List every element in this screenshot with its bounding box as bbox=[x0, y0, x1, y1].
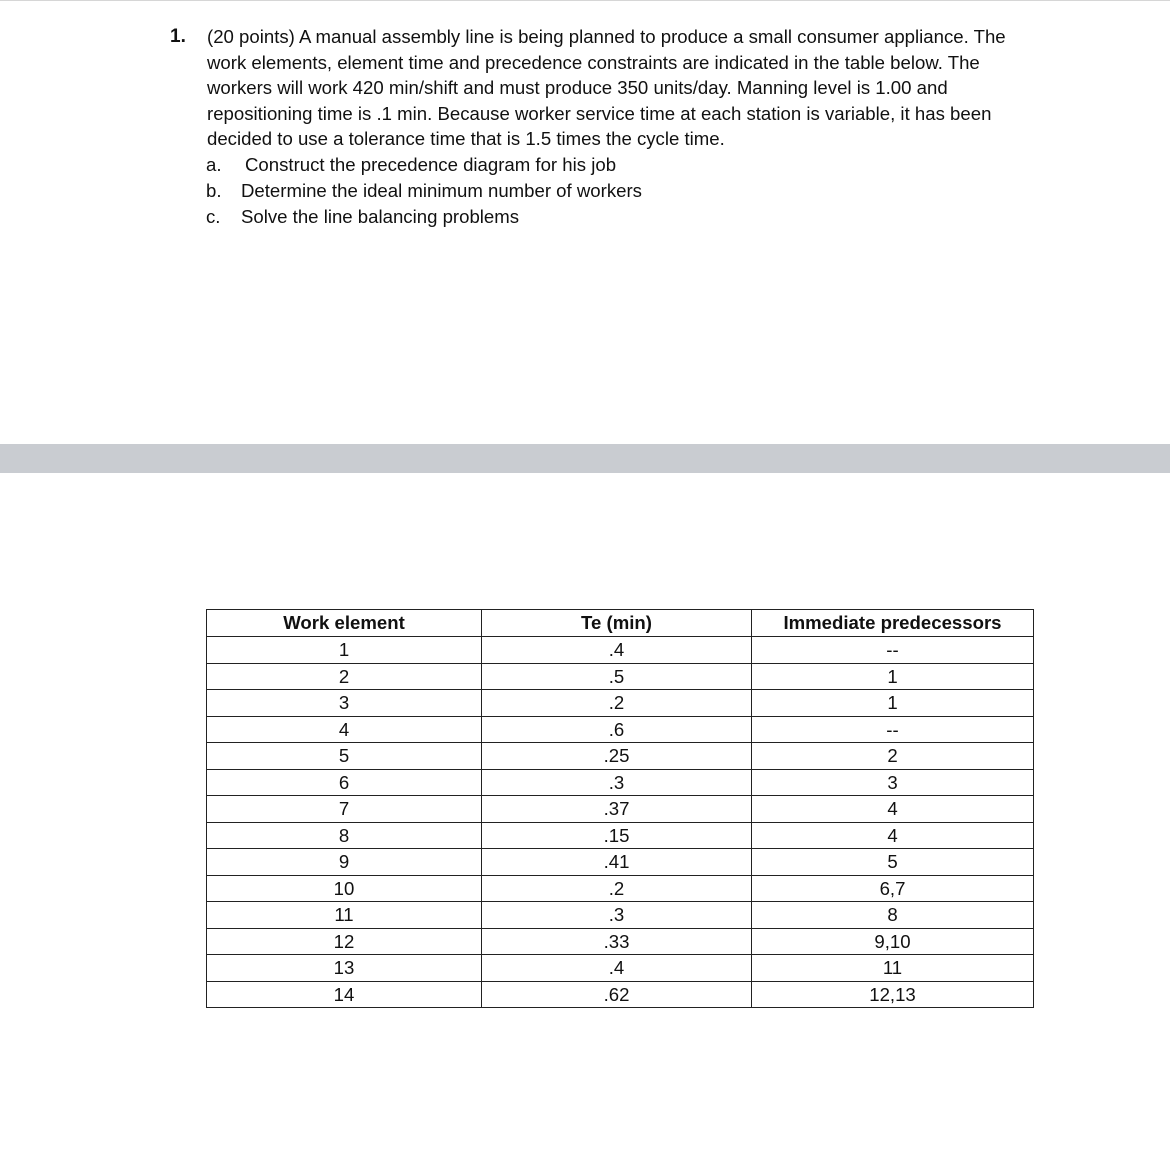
page-separator-band bbox=[0, 444, 1170, 473]
subitem-a bbox=[206, 152, 616, 178]
cell-work-element: 8 bbox=[207, 822, 482, 849]
subitem-b bbox=[206, 178, 642, 204]
header-work-element: Work element bbox=[207, 610, 482, 637]
table-row bbox=[207, 875, 1034, 902]
cell-te-min: .2 bbox=[482, 875, 752, 902]
subitem-text: Determine the ideal minimum number of workers bbox=[241, 180, 642, 201]
cell-predecessors: 12,13 bbox=[752, 981, 1034, 1008]
table-row bbox=[207, 743, 1034, 770]
cell-predecessors: 1 bbox=[752, 690, 1034, 717]
cell-predecessors: 3 bbox=[752, 769, 1034, 796]
cell-te-min: .15 bbox=[482, 822, 752, 849]
cell-predecessors: 4 bbox=[752, 796, 1034, 823]
cell-work-element: 11 bbox=[207, 902, 482, 929]
subitem-c bbox=[206, 204, 519, 230]
cell-predecessors: 9,10 bbox=[752, 928, 1034, 955]
table-row bbox=[207, 690, 1034, 717]
cell-te-min: .4 bbox=[482, 637, 752, 664]
cell-te-min: .37 bbox=[482, 796, 752, 823]
cell-work-element: 6 bbox=[207, 769, 482, 796]
work-element-table bbox=[206, 609, 1034, 1008]
table-row bbox=[207, 663, 1034, 690]
table-row bbox=[207, 902, 1034, 929]
cell-te-min: .41 bbox=[482, 849, 752, 876]
cell-te-min: .25 bbox=[482, 743, 752, 770]
cell-te-min: .3 bbox=[482, 902, 752, 929]
top-divider bbox=[0, 0, 1170, 1]
cell-work-element: 5 bbox=[207, 743, 482, 770]
cell-predecessors: -- bbox=[752, 716, 1034, 743]
cell-work-element: 13 bbox=[207, 955, 482, 982]
cell-predecessors: 1 bbox=[752, 663, 1034, 690]
table-row bbox=[207, 769, 1034, 796]
table-row bbox=[207, 637, 1034, 664]
cell-predecessors: 8 bbox=[752, 902, 1034, 929]
subitem-text: Solve the line balancing problems bbox=[241, 206, 520, 227]
subitem-letter: c. bbox=[206, 206, 221, 227]
cell-te-min: .4 bbox=[482, 955, 752, 982]
table-row bbox=[207, 822, 1034, 849]
cell-te-min: .62 bbox=[482, 981, 752, 1008]
cell-te-min: .5 bbox=[482, 663, 752, 690]
cell-predecessors: 11 bbox=[752, 955, 1034, 982]
header-te-min: Te (min) bbox=[482, 610, 752, 637]
cell-te-min: .33 bbox=[482, 928, 752, 955]
table-row bbox=[207, 849, 1034, 876]
cell-te-min: .2 bbox=[482, 690, 752, 717]
cell-work-element: 14 bbox=[207, 981, 482, 1008]
cell-predecessors: 4 bbox=[752, 822, 1034, 849]
table-row bbox=[207, 928, 1034, 955]
subitem-text: Construct the precedence diagram for his job bbox=[245, 154, 617, 175]
question-number: 1. bbox=[170, 26, 186, 47]
table-row bbox=[207, 796, 1034, 823]
cell-te-min: .3 bbox=[482, 769, 752, 796]
cell-predecessors: 2 bbox=[752, 743, 1034, 770]
question-text: (20 points) A manual assembly line is being planned to produce a small consumer appliance. The work elements, element time and precedence constraints are indicated in the table below. The workers will work 420 min/shift and must produce 350 units/day. Manning level is 1.00 and repositioning time is .1 min. Because worker service time at each station is variable, it has been decided to use a tolerance time that is 1.5 times the cycle time. bbox=[207, 26, 1006, 150]
cell-predecessors: 5 bbox=[752, 849, 1034, 876]
table-row bbox=[207, 955, 1034, 982]
cell-work-element: 9 bbox=[207, 849, 482, 876]
cell-te-min: .6 bbox=[482, 716, 752, 743]
table-row bbox=[207, 981, 1034, 1008]
cell-work-element: 10 bbox=[207, 875, 482, 902]
cell-work-element: 12 bbox=[207, 928, 482, 955]
cell-work-element: 2 bbox=[207, 663, 482, 690]
table-body bbox=[207, 637, 1034, 1008]
cell-predecessors: 6,7 bbox=[752, 875, 1034, 902]
table-header-row bbox=[207, 610, 1034, 637]
cell-work-element: 1 bbox=[207, 637, 482, 664]
subitem-letter: b. bbox=[206, 180, 222, 201]
cell-work-element: 7 bbox=[207, 796, 482, 823]
table-row bbox=[207, 716, 1034, 743]
cell-predecessors: -- bbox=[752, 637, 1034, 664]
header-immediate-predecessors: Immediate predecessors bbox=[752, 610, 1034, 637]
subitem-letter: a. bbox=[206, 154, 222, 175]
cell-work-element: 3 bbox=[207, 690, 482, 717]
cell-work-element: 4 bbox=[207, 716, 482, 743]
